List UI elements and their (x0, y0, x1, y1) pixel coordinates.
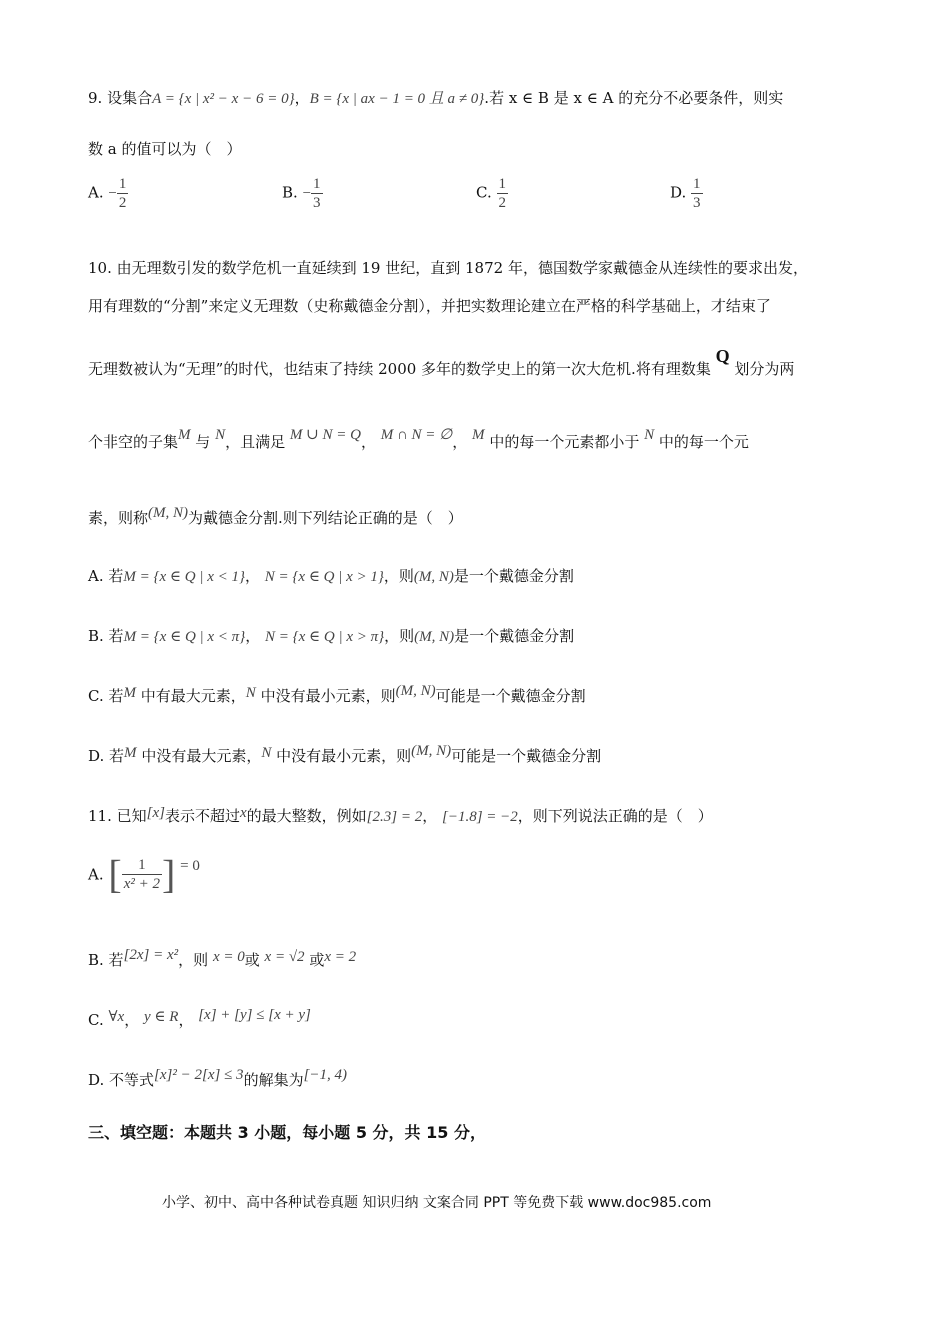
q9-option-b (282, 175, 323, 212)
option-tail: 是一个戴德金分割 (454, 627, 575, 645)
q10-line5-tail: 为戴德金分割.则下列结论正确的是（ ） (188, 509, 463, 527)
set-m-symbol: M (123, 685, 136, 701)
pair-mn: (M, N) (148, 505, 189, 521)
equation: [2x] = x² (123, 947, 179, 963)
q9-line2: 数 a 的值可以为（ ） (88, 140, 242, 158)
floor-x: [x] (146, 805, 165, 821)
option-label: D. 若 (88, 747, 125, 765)
option-label: B. 若 (88, 951, 124, 969)
option-tail: 可能是一个戴德金分割 (451, 747, 602, 765)
set-n-def: N = {x ∈ Q | x > π} (264, 629, 385, 645)
q11-option-a (88, 851, 200, 902)
var-x: x (239, 805, 247, 821)
option-tail: 是一个戴德金分割 (453, 567, 574, 585)
q9-comma: ， (294, 89, 310, 107)
q11-mid2: 的最大整数，例如 (246, 807, 367, 825)
option-label: C. (476, 183, 492, 202)
fraction-denominator: x² + 2 (123, 876, 160, 892)
pair-mn: (M, N) (411, 743, 452, 759)
fraction-numerator: 1 (118, 176, 127, 192)
page-footer: 小学、初中、高中各种试卷真题 知识归纳 文案合同 PPT 等免费下载 www.doc985.com (162, 1195, 712, 1211)
then-word: ，则 (383, 567, 414, 585)
fraction-denominator: 2 (498, 195, 506, 211)
q10-line2: 用有理数的“分割”来定义无理数（史称戴德金分割），并把实数理论建立在严格的科学基础上，才结束了 (88, 297, 771, 315)
q10-line4-mid: 中的每一个元素都小于 (489, 433, 640, 451)
pair-mn: (M, N) (395, 683, 436, 699)
example-1: [2.3] = 2 (366, 809, 423, 825)
fraction (311, 175, 323, 212)
or-word: 或 (244, 951, 260, 969)
q10-line3-tail: 划分为两 (734, 360, 795, 378)
q11-line1: 11. 已知[x]表示不超过x的最大整数，例如[2.3] = 2， [−1.8] = −2，则下列说法正确的是（ ） (88, 805, 713, 825)
q9-option-a (88, 175, 128, 212)
then-word: ，则 (178, 951, 209, 969)
q9-tail: .若 x ∈ B 是 x ∈ A 的充分不必要条件，则实 (484, 89, 784, 107)
set-n-symbol: N (245, 685, 256, 701)
fraction (122, 856, 162, 893)
intersect-condition: M ∩ N = ∅ (380, 427, 453, 443)
pair-mn: (M, N) (414, 629, 455, 645)
inequality: [x] + [y] ≤ [x + y] (198, 1007, 311, 1023)
option-label: C. 若 (88, 687, 124, 705)
q9-prefix: 9. 设集合 (88, 89, 153, 107)
set-n-symbol: N (644, 427, 655, 443)
option-label: A. 若 (88, 567, 124, 585)
set-m-symbol: M (124, 745, 137, 761)
fraction-numerator: 1 (122, 856, 162, 875)
q11-option-c: C. ∀x， y ∈ R， [x] + [y] ≤ [x + y] (88, 1007, 311, 1029)
option-label: A. (88, 865, 104, 884)
fraction-denominator: 2 (118, 195, 127, 211)
q10-line4-text: 个非空的子集 (88, 433, 179, 451)
fraction-denominator: 3 (693, 195, 701, 211)
q9-option-c (476, 175, 508, 212)
equals-zero: = 0 (180, 858, 200, 874)
q10-line3 (88, 346, 795, 379)
left-bracket: [ (108, 851, 122, 897)
example-2: [−1.8] = −2 (442, 809, 518, 825)
fraction-numerator: 1 (693, 176, 701, 192)
pair-mn: (M, N) (413, 569, 454, 585)
y-in-reals: y ∈ R (144, 1009, 179, 1025)
forall-x: ∀x (108, 1009, 125, 1025)
option-text: 中没有最小元素，则 (276, 747, 412, 765)
option-sign: − (108, 185, 117, 202)
option-label: C. (88, 1011, 104, 1029)
then-word: ，则 (384, 627, 415, 645)
set-m-symbol: M (472, 427, 485, 443)
q11-option-b (88, 947, 357, 971)
q11-option-d (88, 1067, 348, 1091)
right-bracket: ] (162, 851, 176, 897)
section-heading: 三、填空题：本题共 3 小题，每小题 5 分，共 15 分， (88, 1123, 486, 1142)
rational-set-symbol: Q (715, 346, 730, 366)
q10-line4-tail: 中的每一个元 (658, 433, 749, 451)
fraction (497, 175, 509, 212)
fraction-numerator: 1 (313, 176, 321, 192)
fraction (117, 175, 129, 212)
root-2: x = √2 (264, 949, 305, 965)
inequality: [x]² − 2[x] ≤ 3 (154, 1067, 244, 1083)
option-sign: − (302, 185, 312, 202)
set-n-def: N = {x ∈ Q | x > 1} (264, 569, 384, 585)
option-label: B. 若 (88, 627, 124, 645)
option-tail: 可能是一个戴德金分割 (435, 687, 586, 705)
q9-option-d (670, 175, 703, 212)
q10-and: 与 (195, 433, 211, 451)
set-m-symbol: M (178, 427, 191, 443)
or-word: 或 (309, 951, 325, 969)
q9-set-b: B = {x | ax − 1 = 0 且 a ≠ 0} (309, 91, 485, 107)
fraction-denominator: 3 (313, 195, 321, 211)
q11-tail: ，则下列说法正确的是（ ） (517, 807, 713, 825)
q10-line4: 个非空的子集M 与 N，且满足 M ∪ N = Q， M ∩ N = ∅， M 中的每一个元素都小于 N 中的每一个元 (88, 427, 749, 451)
option-label: D. 不等式 (88, 1071, 155, 1089)
q10-line5 (88, 505, 463, 529)
option-text: 中有最大元素， (140, 687, 246, 705)
q10-option-b: B. 若M = {x ∈ Q | x < π}， N = {x ∈ Q | x > π}，则(M, N)是一个戴德金分割 (88, 627, 575, 645)
set-n-symbol: N (215, 427, 226, 443)
root-1: x = 0 (212, 949, 245, 965)
option-text: 中没有最小元素，则 (260, 687, 396, 705)
option-label: B. (282, 183, 298, 202)
solution-set: [−1, 4) (303, 1067, 348, 1083)
union-condition: M ∪ N = Q (289, 427, 361, 443)
q10-satisfy: ，且满足 (225, 433, 286, 451)
set-n-symbol: N (261, 745, 272, 761)
q9-set-a: A = {x | x² − x − 6 = 0} (152, 91, 295, 107)
option-text: 中没有最大元素， (141, 747, 262, 765)
fraction-numerator: 1 (498, 176, 506, 192)
q9-line1 (88, 88, 783, 109)
option-label: D. (670, 183, 687, 202)
fraction (691, 175, 703, 212)
q10-option-d (88, 743, 602, 767)
q10-line1: 10. 由无理数引发的数学危机一直延续到 19 世纪，直到 1872 年，德国数学家戴德金从连续性的要求出发， (88, 259, 808, 277)
q10-option-c (88, 683, 586, 707)
option-label: A. (88, 183, 104, 202)
solution-text: 的解集为 (243, 1071, 304, 1089)
set-m-def: M = {x ∈ Q | x < 1} (123, 569, 245, 585)
q10-line5-text: 素，则称 (88, 509, 149, 527)
q11-prefix: 11. 已知 (88, 807, 147, 825)
q10-line3-text: 无理数被认为“无理”的时代，也结束了持续 2000 多年的数学史上的第一次大危机.将有理数集 (88, 360, 711, 378)
q10-option-a: A. 若M = {x ∈ Q | x < 1}， N = {x ∈ Q | x > 1}，则(M, N)是一个戴德金分割 (88, 567, 574, 585)
q11-mid: 表示不超过 (164, 807, 240, 825)
root-3: x = 2 (324, 949, 357, 965)
set-m-def: M = {x ∈ Q | x < π} (123, 629, 246, 645)
